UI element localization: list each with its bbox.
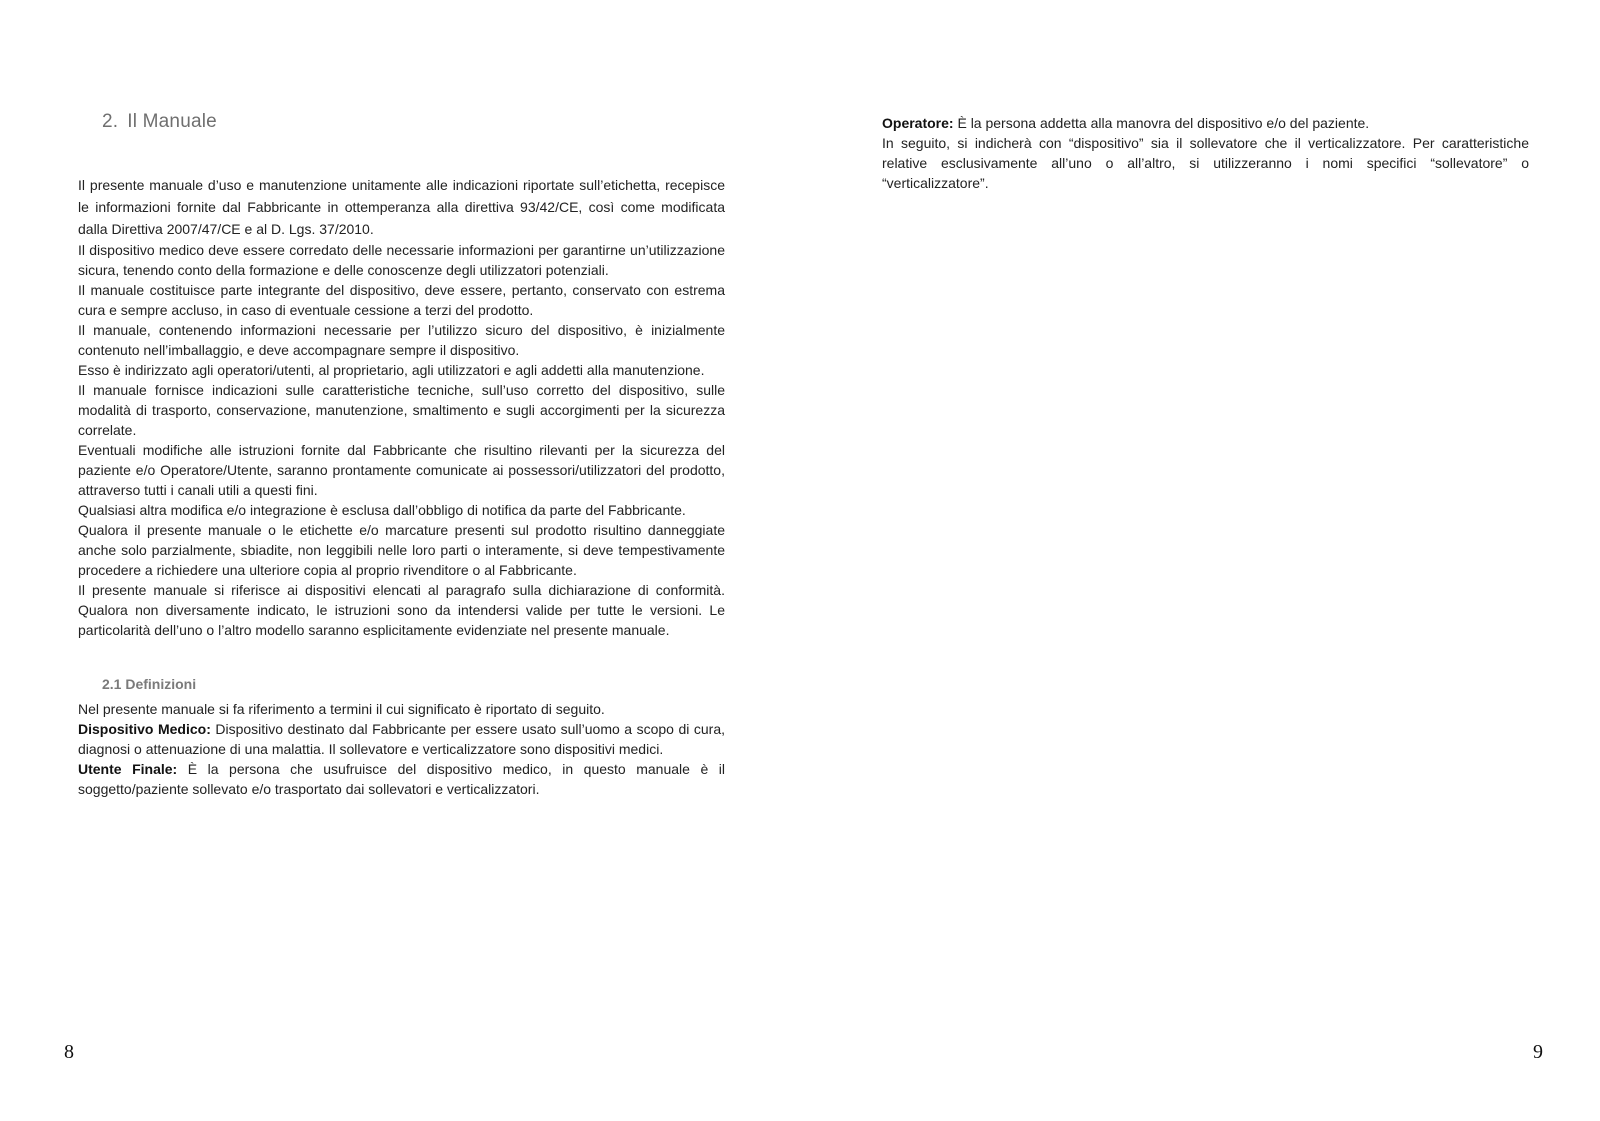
- paragraph-damaged-manual: Qualora il presente manuale o le etichette e/o marcature presenti sul prodotto risultino danneggiate anche solo parzialmente, sbiadite, non leggibili nelle loro parti o interamente, si deve tempestivamente procedere a richiedere una ulteriore copia al proprio rivenditore o al Fabbricante.: [78, 522, 725, 578]
- subsection-title: 2.1 Definizioni: [102, 676, 197, 692]
- definition-term: Operatore:: [882, 115, 954, 131]
- definition-term: Utente Finale:: [78, 761, 178, 777]
- definition-text: È la persona che usufruisce del dispositivo medico, in questo manuale è il soggetto/paziente sollevato e/o trasportato dai sollevatori e verticalizzatori.: [78, 761, 725, 797]
- right-page-body: [882, 113, 1529, 193]
- definition-end-user: [78, 759, 725, 799]
- section-number: 2.: [102, 111, 119, 132]
- page-number: 8: [64, 1041, 74, 1063]
- definition-operator: [882, 113, 1529, 133]
- paragraph-changes: Eventuali modifiche alle istruzioni fornite dal Fabbricante che risultino rilevanti per la sicurezza del paziente e/o Operatore/Utente, saranno prontamente comunicate ai possessori/utilizzatori del prodotto, attraverso tutti i canali utili a questi fini.: [78, 442, 725, 498]
- paragraph-audience: Esso è indirizzato agli operatori/utenti, al proprietario, agli utilizzatori e agli addetti alla manutenzione.: [78, 362, 705, 378]
- section-title-text: Il Manuale: [127, 111, 217, 132]
- definition-text: È la persona addetta alla manovra del dispositivo e/o del paziente.: [953, 115, 1370, 131]
- section-title: [102, 111, 217, 133]
- paragraph-scope: Il presente manuale si riferisce ai dispositivi elencati al paragrafo sulla dichiarazione di conformità. Qualora non diversamente indicato, le istruzioni sono da intendersi valide per tutte le versioni. Le particolarità dell’uno o l’altro modello saranno esplicitamente evidenziate nel presente manuale.: [78, 582, 725, 638]
- paragraph-packaging: Il manuale, contenendo informazioni necessarie per l’utilizzo sicuro del dispositivo, è inizialmente contenuto nell’imballaggio, e deve accompagnare sempre il dispositivo.: [78, 322, 725, 358]
- left-page-body: [78, 174, 725, 799]
- paragraph-intro: Il presente manuale d’uso e manutenzione unitamente alle indicazioni riportate sull’etichetta, recepisce le informazioni fornite dal Fabbricante in ottemperanza alla direttiva 93/42/CE, così come modificata dalla Direttiva 2007/47/CE e al D. Lgs. 37/2010.: [78, 177, 725, 237]
- definition-medical-device: [78, 719, 725, 759]
- paragraph-integral-part: Il manuale costituisce parte integrante del dispositivo, deve essere, pertanto, conservato con estrema cura e sempre accluso, in caso di eventuale cessione a terzi del prodotto.: [78, 282, 725, 318]
- paragraph-contents: Il manuale fornisce indicazioni sulle caratteristiche tecniche, sull’uso corretto del dispositivo, sulle modalità di trasporto, conservazione, manutenzione, smaltimento e sugli accorgimenti per la sicurezza correlate.: [78, 382, 725, 438]
- page-number: 9: [1533, 1041, 1543, 1063]
- paragraph-other-changes: Qualsiasi altra modifica e/o integrazione è esclusa dall’obbligo di notifica da parte del Fabbricante.: [78, 502, 686, 518]
- definition-text: Dispositivo destinato dal Fabbricante per essere usato sull’uomo a scopo di cura, diagnosi o attenuazione di una malattia. Il sollevatore e verticalizzatore sono dispositivi medici.: [78, 721, 726, 757]
- paragraph-information: Il dispositivo medico deve essere corredato delle necessarie informazioni per garantirne un’utilizzazione sicura, tenendo conto della formazione e delle conoscenze degli utilizzatori potenziali.: [78, 242, 725, 278]
- right-page: [800, 0, 1600, 1121]
- definitions-intro: Nel presente manuale si fa riferimento a termini il cui significato è riportato di seguito.: [78, 701, 605, 717]
- definition-term: Dispositivo Medico:: [78, 721, 211, 737]
- paragraph-device-naming: In seguito, si indicherà con “dispositivo” sia il sollevatore che il verticalizzatore. Per caratteristiche relative esclusivamente all’uno o all’altro, si utilizzeranno i nomi specifici “sollevatore” o “verticalizzatore”.: [882, 135, 1529, 191]
